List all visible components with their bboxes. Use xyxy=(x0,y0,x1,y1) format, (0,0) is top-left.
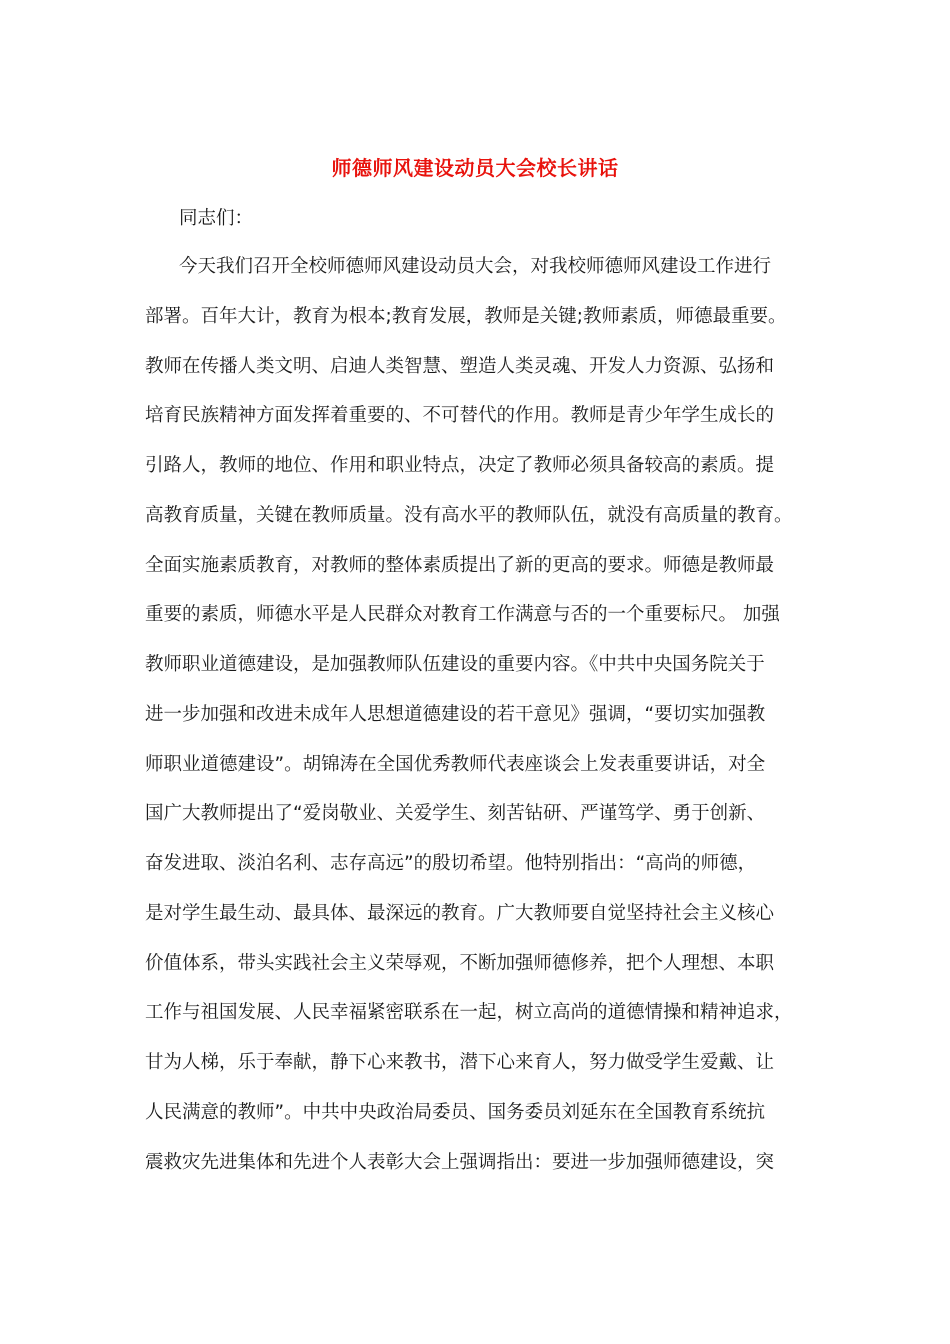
paragraph-line: 国广大教师提出了“爱岗敬业、关爱学生、刻苦钻研、严谨笃学、勇于创新、 xyxy=(145,803,766,824)
paragraph-line: 全面实施素质教育，对教师的整体素质提出了新的更高的要求。师德是教师最 xyxy=(145,555,775,576)
paragraph-line: 师职业道德建设”。胡锦涛在全国优秀教师代表座谈会上发表重要讲话，对全 xyxy=(145,754,766,775)
paragraph-line: 甘为人梯，乐于奉献，静下心来教书，潜下心来育人，努力做受学生爱戴、让 xyxy=(145,1052,775,1073)
paragraph-line: 工作与祖国发展、人民幸福紧密联系在一起，树立高尚的道德情操和精神追求， xyxy=(145,1002,793,1023)
paragraph-line: 震救灾先进集体和先进个人表彰大会上强调指出：要进一步加强师德建设，突 xyxy=(145,1152,775,1173)
paragraph-line: 人民满意的教师”。中共中央政治局委员、国务委员刘延东在全国教育系统抗 xyxy=(145,1102,766,1123)
paragraph-line: 教师职业道德建设，是加强教师队伍建设的重要内容。《中共中央国务院关于 xyxy=(145,654,765,675)
paragraph-line: 价值体系，带头实践社会主义荣辱观，不断加强师德修养，把个人理想、本职 xyxy=(145,953,775,974)
paragraph-line: 今天我们召开全校师德师风建设动员大会，对我校师德师风建设工作进行 xyxy=(179,256,772,277)
paragraph-line: 奋发进取、淡泊名利、志存高远”的殷切希望。他特别指出：“高尚的师德， xyxy=(145,853,757,874)
paragraph-line: 引路人，教师的地位、作用和职业特点，决定了教师必须具备较高的素质。提 xyxy=(145,455,775,476)
document-title: 师德师风建设动员大会校长讲话 xyxy=(331,156,619,180)
paragraph-line: 培育民族精神方面发挥着重要的、不可替代的作用。教师是青少年学生成长的 xyxy=(145,405,775,426)
paragraph-line: 教师在传播人类文明、启迪人类智慧、塑造人类灵魂、开发人力资源、弘扬和 xyxy=(145,356,775,377)
paragraph-line: 重要的素质，师德水平是人民群众对教育工作满意与否的一个重要标尺。 加强 xyxy=(145,604,780,625)
greeting: 同志们： xyxy=(179,208,254,229)
paragraph-line: 进一步加强和改进未成年人思想道德建设的若干意见》强调，“要切实加强教 xyxy=(145,704,766,725)
paragraph-line: 是对学生最生动、最具体、最深远的教育。广大教师要自觉坚持社会主义核心 xyxy=(145,903,775,924)
paragraph-line: 高教育质量，关键在教师质量。没有高水平的教师队伍，就没有高质量的教育。 xyxy=(145,505,793,526)
paragraph-line: 部署。百年大计，教育为根本;教育发展，教师是关键;教师素质，师德最重要。 xyxy=(145,306,787,327)
